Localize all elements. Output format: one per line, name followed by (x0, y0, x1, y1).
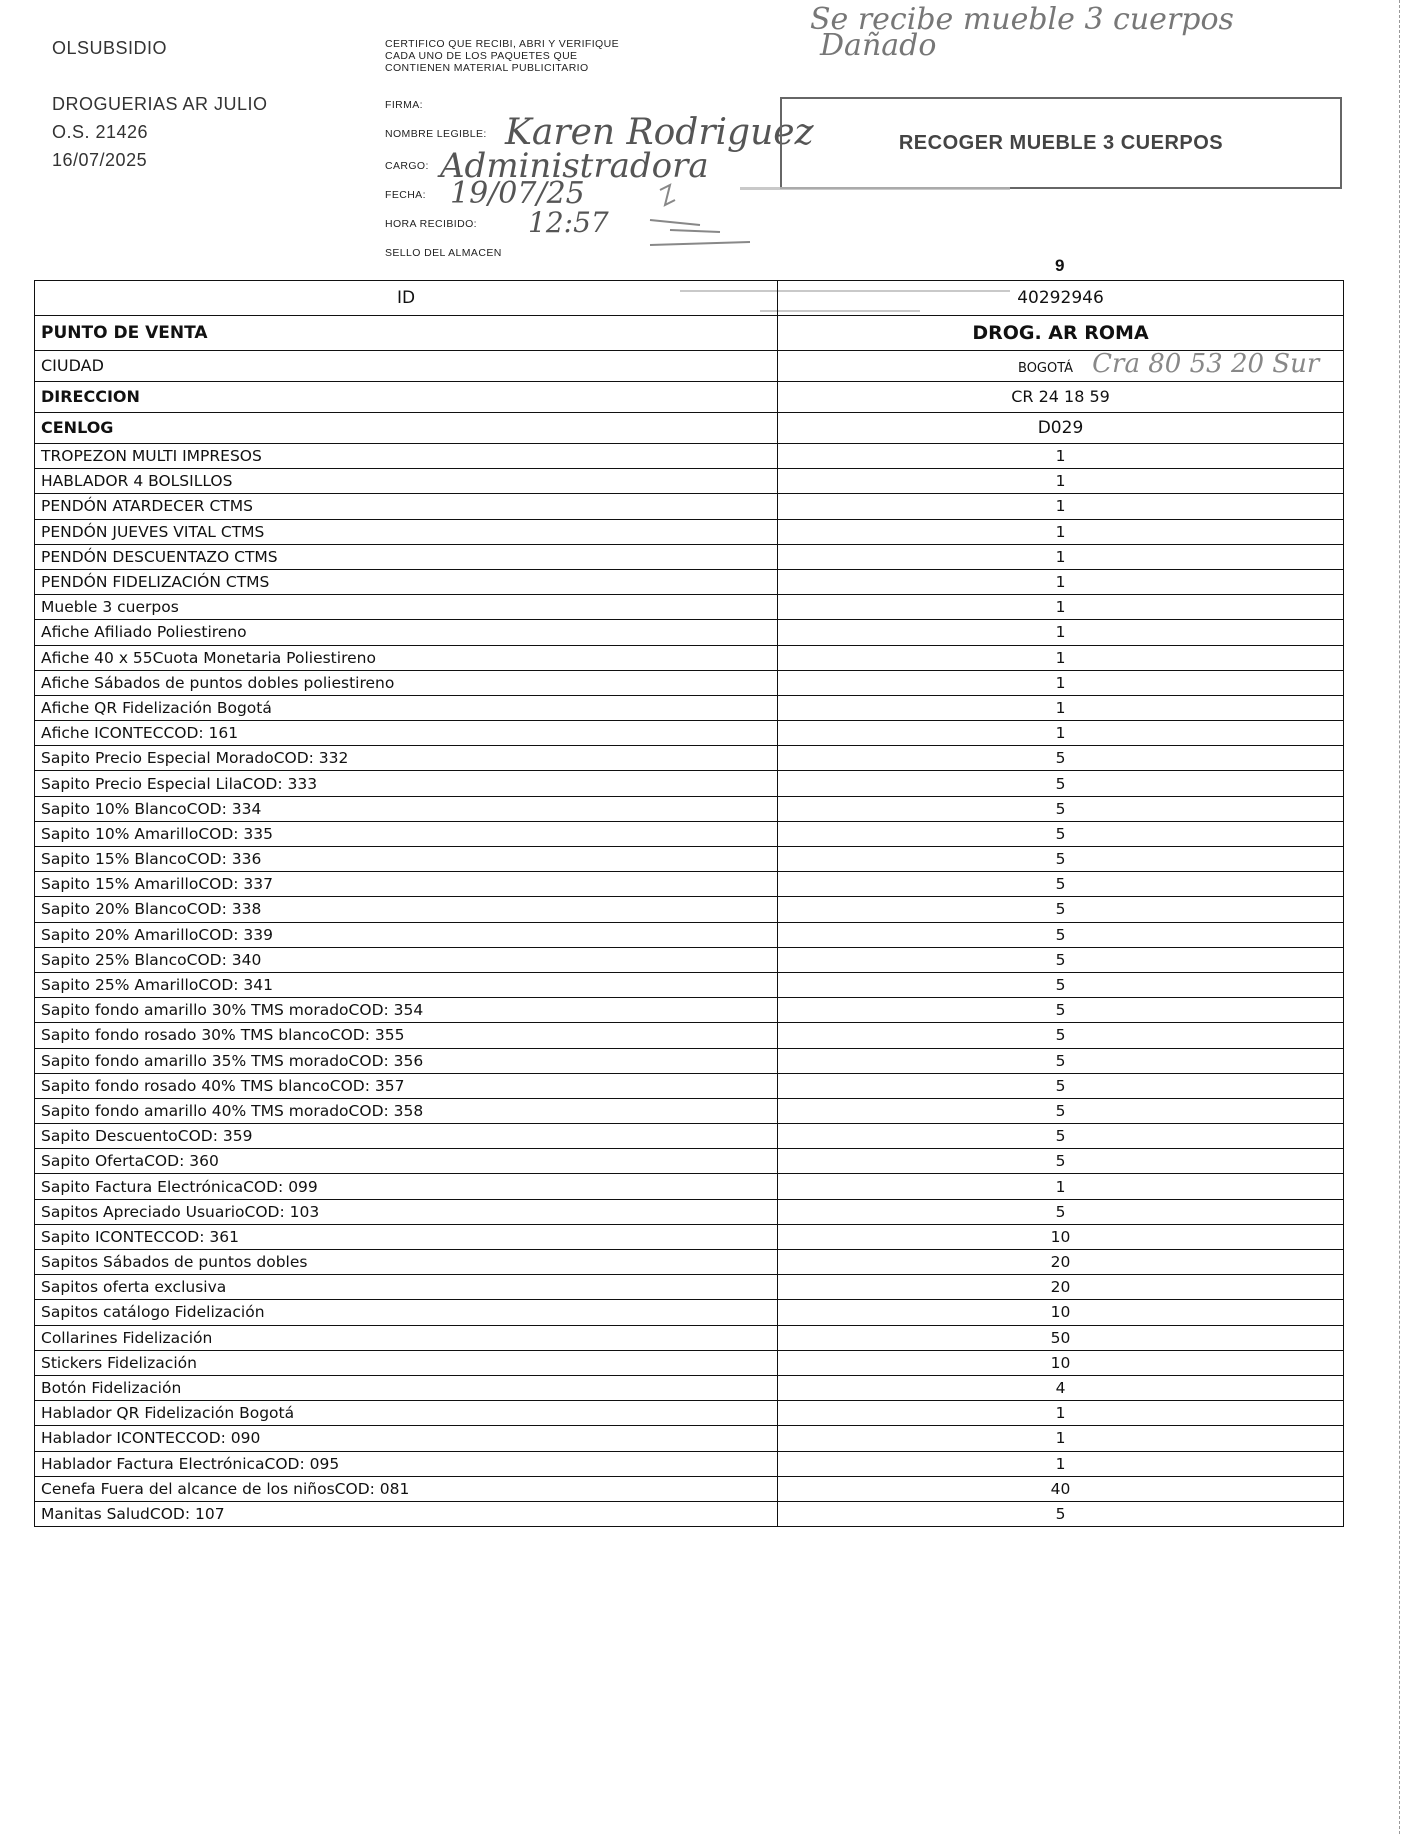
table-row (35, 620, 1344, 645)
item-name: Sapito 25% AmarilloCOD: 341 (35, 972, 778, 997)
item-name: Sapito fondo rosado 30% TMS blancoCOD: 355 (35, 1023, 778, 1048)
item-quantity: 5 (778, 947, 1344, 972)
item-quantity: 5 (778, 1124, 1344, 1149)
item-name: Sapito 15% BlancoCOD: 336 (35, 847, 778, 872)
item-name: Manitas SaludCOD: 107 (35, 1501, 778, 1526)
item-name: Sapito 15% AmarilloCOD: 337 (35, 872, 778, 897)
item-quantity: 5 (778, 771, 1344, 796)
item-quantity: 1 (778, 444, 1344, 469)
table-row (35, 972, 1344, 997)
stamp-scribble (630, 170, 790, 255)
item-name: PENDÓN DESCUENTAZO CTMS (35, 544, 778, 569)
item-name: Sapito ICONTECCOD: 361 (35, 1224, 778, 1249)
page-number: 9 (1055, 256, 1065, 275)
info-value: D029 (778, 413, 1344, 444)
item-name: Hablador Factura ElectrónicaCOD: 095 (35, 1451, 778, 1476)
table-row (35, 1451, 1344, 1476)
table-row (35, 469, 1344, 494)
item-quantity: 1 (778, 519, 1344, 544)
item-quantity: 1 (778, 469, 1344, 494)
item-quantity: 1 (778, 1401, 1344, 1426)
table-row (35, 1124, 1344, 1149)
hora-value: 12:57 (528, 206, 609, 239)
table-row (35, 1501, 1344, 1526)
table-row (35, 1149, 1344, 1174)
item-quantity: 10 (778, 1350, 1344, 1375)
info-value: BOGOTÁ (1018, 360, 1074, 376)
item-quantity: 20 (778, 1250, 1344, 1275)
spacer (52, 62, 268, 90)
item-quantity: 5 (778, 922, 1344, 947)
item-name: PENDÓN ATARDECER CTMS (35, 494, 778, 519)
city-handwritten: Cra 80 53 20 Sur (1092, 348, 1320, 379)
item-quantity: 1 (778, 1426, 1344, 1451)
item-name: Afiche ICONTECCOD: 161 (35, 721, 778, 746)
item-quantity: 5 (778, 1023, 1344, 1048)
table-row (35, 872, 1344, 897)
item-name: Sapito Precio Especial MoradoCOD: 332 (35, 746, 778, 771)
item-quantity: 5 (778, 1073, 1344, 1098)
material-table-body (35, 281, 1344, 1527)
item-name: Sapito 20% AmarilloCOD: 339 (35, 922, 778, 947)
item-name: Sapitos oferta exclusiva (35, 1275, 778, 1300)
item-quantity: 1 (778, 1451, 1344, 1476)
hora-label: HORA RECIBIDO: (385, 218, 477, 230)
order-number: O.S. 21426 (52, 122, 149, 142)
item-quantity: 50 (778, 1325, 1344, 1350)
item-quantity: 10 (778, 1224, 1344, 1249)
cert-line: CERTIFICO QUE RECIBI, ABRI Y VERIFIQUE (385, 38, 619, 50)
table-row (35, 1300, 1344, 1325)
item-name: Afiche 40 x 55Cuota Monetaria Poliestireno (35, 645, 778, 670)
item-quantity: 5 (778, 1048, 1344, 1073)
item-name: Sapito 20% BlancoCOD: 338 (35, 897, 778, 922)
cert-line: CONTIENEN MATERIAL PUBLICITARIO (385, 62, 589, 74)
item-name: Afiche QR Fidelización Bogotá (35, 695, 778, 720)
info-row-direccion (35, 382, 1344, 413)
item-name: Collarines Fidelización (35, 1325, 778, 1350)
nombre-label: NOMBRE LEGIBLE: (385, 128, 487, 140)
item-name: PENDÓN JUEVES VITAL CTMS (35, 519, 778, 544)
item-name: Hablador QR Fidelización Bogotá (35, 1401, 778, 1426)
header-left (52, 34, 268, 174)
table-row (35, 494, 1344, 519)
item-name: Afiche Afiliado Poliestireno (35, 620, 778, 645)
table-row (35, 1174, 1344, 1199)
item-quantity: 1 (778, 544, 1344, 569)
firma-label: FIRMA: (385, 99, 423, 111)
nombre-value: Karen Rodriguez (505, 112, 814, 153)
item-quantity: 5 (778, 1149, 1344, 1174)
table-row (35, 746, 1344, 771)
item-quantity: 5 (778, 796, 1344, 821)
item-name: Sapito 10% BlancoCOD: 334 (35, 796, 778, 821)
item-quantity: 5 (778, 746, 1344, 771)
table-row (35, 821, 1344, 846)
table-row (35, 847, 1344, 872)
fecha-value: 19/07/25 (450, 176, 585, 211)
info-value: 40292946 (778, 281, 1344, 316)
cargo-label: CARGO: (385, 160, 429, 172)
info-label: CENLOG (35, 413, 778, 444)
table-row (35, 922, 1344, 947)
info-label: ID (35, 281, 778, 316)
certification-text (385, 38, 619, 74)
info-value: DROG. AR ROMA (778, 316, 1344, 351)
item-name: Sapito fondo amarillo 30% TMS moradoCOD: 354 (35, 998, 778, 1023)
item-name: Stickers Fidelización (35, 1350, 778, 1375)
table-row (35, 897, 1344, 922)
info-value-cell (778, 348, 1344, 382)
item-name: TROPEZON MULTI IMPRESOS (35, 444, 778, 469)
store-name: DROGUERIAS AR JULIO (52, 94, 268, 114)
item-quantity: 5 (778, 972, 1344, 997)
item-quantity: 1 (778, 695, 1344, 720)
item-quantity: 5 (778, 821, 1344, 846)
table-row (35, 998, 1344, 1023)
item-quantity: 5 (778, 897, 1344, 922)
info-label: PUNTO DE VENTA (35, 316, 778, 351)
company-name: OLSUBSIDIO (52, 38, 168, 58)
item-name: Sapitos Apreciado UsuarioCOD: 103 (35, 1199, 778, 1224)
item-quantity: 5 (778, 1501, 1344, 1526)
cargo-value: Administradora (440, 146, 709, 186)
item-name: Sapito 10% AmarilloCOD: 335 (35, 821, 778, 846)
cert-line: CADA UNO DE LOS PAQUETES QUE (385, 50, 578, 62)
table-row (35, 444, 1344, 469)
recoger-box: RECOGER MUEBLE 3 CUERPOS (780, 97, 1342, 189)
table-row (35, 947, 1344, 972)
info-label: CIUDAD (35, 351, 778, 382)
item-name: PENDÓN FIDELIZACIÓN CTMS (35, 569, 778, 594)
table-row (35, 544, 1344, 569)
info-row-cenlog (35, 413, 1344, 444)
order-date: 16/07/2025 (52, 150, 148, 170)
fecha-label: FECHA: (385, 189, 426, 201)
item-quantity: 1 (778, 721, 1344, 746)
table-row (35, 1224, 1344, 1249)
item-quantity: 5 (778, 1199, 1344, 1224)
item-name: Sapitos catálogo Fidelización (35, 1300, 778, 1325)
table-row (35, 1199, 1344, 1224)
table-row (35, 595, 1344, 620)
item-name: Sapito DescuentoCOD: 359 (35, 1124, 778, 1149)
table-row (35, 695, 1344, 720)
item-name: Sapito Precio Especial LilaCOD: 333 (35, 771, 778, 796)
item-quantity: 5 (778, 998, 1344, 1023)
item-quantity: 1 (778, 670, 1344, 695)
item-name: Hablador ICONTECCOD: 090 (35, 1426, 778, 1451)
item-name: Mueble 3 cuerpos (35, 595, 778, 620)
item-quantity: 1 (778, 494, 1344, 519)
table-row (35, 1426, 1344, 1451)
item-quantity: 5 (778, 872, 1344, 897)
item-name: Sapito fondo amarillo 35% TMS moradoCOD: 356 (35, 1048, 778, 1073)
table-row (35, 1476, 1344, 1501)
item-quantity: 5 (778, 1098, 1344, 1123)
item-name: Sapitos Sábados de puntos dobles (35, 1250, 778, 1275)
table-row (35, 1401, 1344, 1426)
item-quantity: 4 (778, 1375, 1344, 1400)
item-name: Sapito OfertaCOD: 360 (35, 1149, 778, 1174)
handwritten-note-line2: Dañado (820, 28, 937, 63)
item-name: Botón Fidelización (35, 1375, 778, 1400)
table-row (35, 1098, 1344, 1123)
item-quantity: 5 (778, 847, 1344, 872)
item-quantity: 40 (778, 1476, 1344, 1501)
table-row (35, 1350, 1344, 1375)
item-quantity: 1 (778, 645, 1344, 670)
table-row (35, 1275, 1344, 1300)
info-row-punto-venta (35, 316, 1344, 351)
table-row (35, 1048, 1344, 1073)
table-row (35, 519, 1344, 544)
item-quantity: 1 (778, 1174, 1344, 1199)
table-row (35, 1250, 1344, 1275)
item-quantity: 1 (778, 569, 1344, 594)
item-name: Afiche Sábados de puntos dobles poliestireno (35, 670, 778, 695)
item-name: HABLADOR 4 BOLSILLOS (35, 469, 778, 494)
item-quantity: 1 (778, 595, 1344, 620)
info-row-ciudad (35, 351, 1344, 382)
item-name: Sapito Factura ElectrónicaCOD: 099 (35, 1174, 778, 1199)
info-label: DIRECCION (35, 382, 778, 413)
item-name: Sapito 25% BlancoCOD: 340 (35, 947, 778, 972)
table-row (35, 796, 1344, 821)
material-table (34, 280, 1344, 1527)
table-row (35, 645, 1344, 670)
item-quantity: 1 (778, 620, 1344, 645)
table-row (35, 721, 1344, 746)
sello-label: SELLO DEL ALMACEN (385, 247, 502, 259)
item-quantity: 20 (778, 1275, 1344, 1300)
table-row (35, 1375, 1344, 1400)
item-quantity: 10 (778, 1300, 1344, 1325)
table-row (35, 670, 1344, 695)
info-row-id (35, 281, 1344, 316)
info-value: CR 24 18 59 (778, 382, 1344, 413)
smudge-line (740, 187, 1010, 190)
table-row (35, 1023, 1344, 1048)
handwritten-note-line1: Se recibe mueble 3 cuerpos (810, 2, 1234, 37)
item-name: Sapito fondo amarillo 40% TMS moradoCOD: 358 (35, 1098, 778, 1123)
table-row (35, 1325, 1344, 1350)
item-name: Cenefa Fuera del alcance de los niñosCOD: 081 (35, 1476, 778, 1501)
scan-edge-line (1398, 0, 1400, 1834)
table-row (35, 569, 1344, 594)
item-name: Sapito fondo rosado 40% TMS blancoCOD: 357 (35, 1073, 778, 1098)
table-row (35, 1073, 1344, 1098)
table-row (35, 771, 1344, 796)
